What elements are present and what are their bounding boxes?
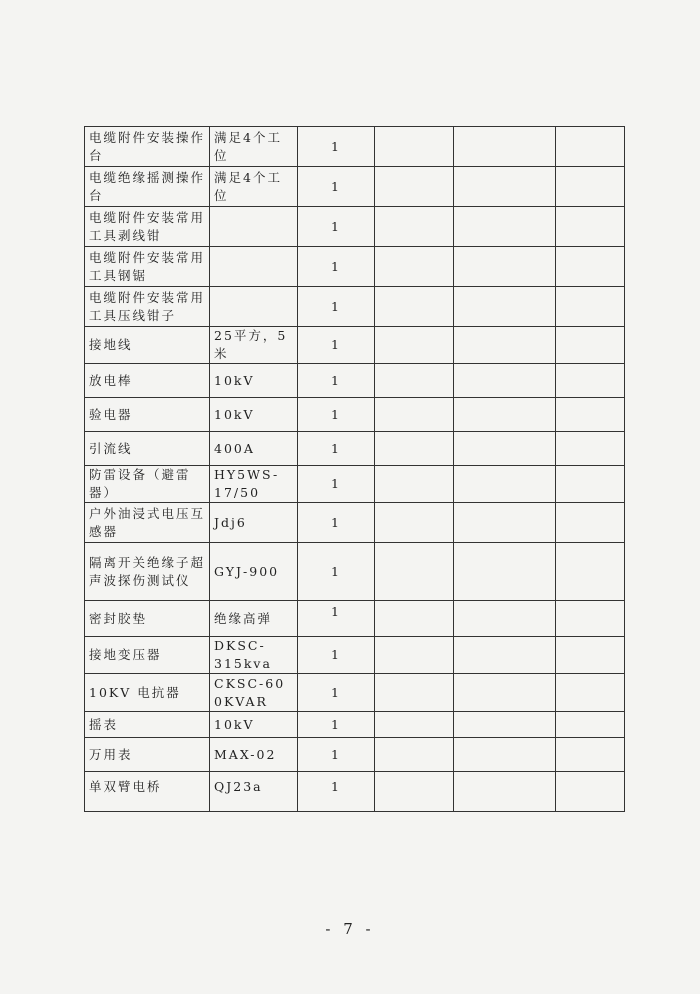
item-qty-cell: 1 xyxy=(298,327,375,364)
table-row xyxy=(85,127,625,167)
table-row xyxy=(85,637,625,674)
empty-cell xyxy=(556,466,625,503)
item-spec-cell: 满足4个工位 xyxy=(210,127,298,167)
empty-cell xyxy=(454,637,556,674)
item-name-cell: 接地变压器 xyxy=(85,637,210,674)
empty-cell xyxy=(556,543,625,601)
item-name-cell: 电缆附件安装常用工具压线钳子 xyxy=(85,287,210,327)
item-spec-cell: 绝缘高弹 xyxy=(210,601,298,637)
empty-cell xyxy=(375,398,454,432)
item-qty-cell: 1 xyxy=(298,503,375,543)
empty-cell xyxy=(454,247,556,287)
table-row xyxy=(85,167,625,207)
empty-cell xyxy=(454,738,556,772)
item-qty-cell: 1 xyxy=(298,674,375,712)
item-qty-cell: 1 xyxy=(298,637,375,674)
item-spec-cell: QJ23a xyxy=(210,772,298,812)
item-qty-cell: 1 xyxy=(298,772,375,812)
item-spec-cell xyxy=(210,287,298,327)
item-qty-cell: 1 xyxy=(298,364,375,398)
empty-cell xyxy=(454,543,556,601)
table-row xyxy=(85,503,625,543)
empty-cell xyxy=(454,466,556,503)
item-spec-cell: HY5WS-17/50 xyxy=(210,466,298,503)
item-name-cell: 10KV 电抗器 xyxy=(85,674,210,712)
item-qty-cell: 1 xyxy=(298,207,375,247)
empty-cell xyxy=(454,674,556,712)
empty-cell xyxy=(556,247,625,287)
table-row xyxy=(85,712,625,738)
empty-cell xyxy=(556,637,625,674)
equipment-table-body xyxy=(85,127,625,812)
empty-cell xyxy=(375,637,454,674)
item-spec-cell: DKSC-315kva xyxy=(210,637,298,674)
item-name-cell: 防雷设备（避雷器） xyxy=(85,466,210,503)
empty-cell xyxy=(556,207,625,247)
empty-cell xyxy=(556,327,625,364)
empty-cell xyxy=(375,207,454,247)
table-row xyxy=(85,247,625,287)
empty-cell xyxy=(454,167,556,207)
table-row xyxy=(85,207,625,247)
item-name-cell: 摇表 xyxy=(85,712,210,738)
item-name-cell: 电缆绝缘摇测操作台 xyxy=(85,167,210,207)
item-qty-cell: 1 xyxy=(298,712,375,738)
item-name-cell: 电缆附件安装操作台 xyxy=(85,127,210,167)
empty-cell xyxy=(556,601,625,637)
table-row xyxy=(85,364,625,398)
empty-cell xyxy=(556,398,625,432)
empty-cell xyxy=(454,503,556,543)
item-name-cell: 户外油浸式电压互感器 xyxy=(85,503,210,543)
empty-cell xyxy=(375,127,454,167)
table-row xyxy=(85,543,625,601)
empty-cell xyxy=(375,543,454,601)
empty-cell xyxy=(556,364,625,398)
empty-cell xyxy=(556,503,625,543)
page-number: - 7 - xyxy=(325,920,375,938)
empty-cell xyxy=(454,398,556,432)
empty-cell xyxy=(375,772,454,812)
item-spec-cell: CKSC-600KVAR xyxy=(210,674,298,712)
empty-cell xyxy=(454,287,556,327)
empty-cell xyxy=(375,503,454,543)
item-qty-cell: 1 xyxy=(298,398,375,432)
item-spec-cell: Jdj6 xyxy=(210,503,298,543)
empty-cell xyxy=(454,772,556,812)
empty-cell xyxy=(375,287,454,327)
item-spec-cell: 10kV xyxy=(210,712,298,738)
empty-cell xyxy=(375,247,454,287)
empty-cell xyxy=(454,601,556,637)
empty-cell xyxy=(375,466,454,503)
empty-cell xyxy=(556,287,625,327)
table-row xyxy=(85,432,625,466)
empty-cell xyxy=(375,364,454,398)
item-qty-cell: 1 xyxy=(298,167,375,207)
item-name-cell: 隔离开关绝缘子超声波探伤测试仪 xyxy=(85,543,210,601)
item-qty-cell: 1 xyxy=(298,432,375,466)
item-spec-cell: 400A xyxy=(210,432,298,466)
empty-cell xyxy=(454,432,556,466)
item-spec-cell xyxy=(210,247,298,287)
table-row xyxy=(85,398,625,432)
item-qty-cell: 1 xyxy=(298,127,375,167)
empty-cell xyxy=(375,167,454,207)
empty-cell xyxy=(556,167,625,207)
empty-cell xyxy=(375,738,454,772)
item-spec-cell: 10kV xyxy=(210,364,298,398)
table-row xyxy=(85,466,625,503)
item-name-cell: 接地线 xyxy=(85,327,210,364)
table-row xyxy=(85,601,625,637)
item-spec-cell: MAX-02 xyxy=(210,738,298,772)
empty-cell xyxy=(454,127,556,167)
item-name-cell: 放电棒 xyxy=(85,364,210,398)
empty-cell xyxy=(556,772,625,812)
table-row xyxy=(85,327,625,364)
empty-cell xyxy=(375,432,454,466)
item-qty-cell: 1 xyxy=(298,247,375,287)
equipment-table xyxy=(84,126,625,812)
empty-cell xyxy=(375,674,454,712)
item-spec-cell: 10kV xyxy=(210,398,298,432)
empty-cell xyxy=(556,432,625,466)
table-row xyxy=(85,674,625,712)
table-row xyxy=(85,772,625,812)
empty-cell xyxy=(375,327,454,364)
empty-cell xyxy=(556,674,625,712)
item-name-cell: 单双臂电桥 xyxy=(85,772,210,812)
item-qty-cell: 1 xyxy=(298,287,375,327)
empty-cell xyxy=(454,364,556,398)
item-spec-cell: 满足4个工位 xyxy=(210,167,298,207)
empty-cell xyxy=(375,712,454,738)
item-name-cell: 引流线 xyxy=(85,432,210,466)
item-qty-cell: 1 xyxy=(298,738,375,772)
empty-cell xyxy=(375,601,454,637)
empty-cell xyxy=(556,738,625,772)
item-name-cell: 电缆附件安装常用工具钢锯 xyxy=(85,247,210,287)
item-qty-cell: 1 xyxy=(298,601,375,637)
table-row xyxy=(85,738,625,772)
item-name-cell: 电缆附件安装常用工具剥线钳 xyxy=(85,207,210,247)
item-spec-cell: 25平方，5米 xyxy=(210,327,298,364)
item-name-cell: 密封胶垫 xyxy=(85,601,210,637)
item-spec-cell xyxy=(210,207,298,247)
empty-cell xyxy=(556,712,625,738)
item-spec-cell: GYJ-900 xyxy=(210,543,298,601)
empty-cell xyxy=(454,712,556,738)
item-name-cell: 万用表 xyxy=(85,738,210,772)
table-row xyxy=(85,287,625,327)
empty-cell xyxy=(556,127,625,167)
item-qty-cell: 1 xyxy=(298,466,375,503)
empty-cell xyxy=(454,327,556,364)
item-name-cell: 验电器 xyxy=(85,398,210,432)
empty-cell xyxy=(454,207,556,247)
item-qty-cell: 1 xyxy=(298,543,375,601)
